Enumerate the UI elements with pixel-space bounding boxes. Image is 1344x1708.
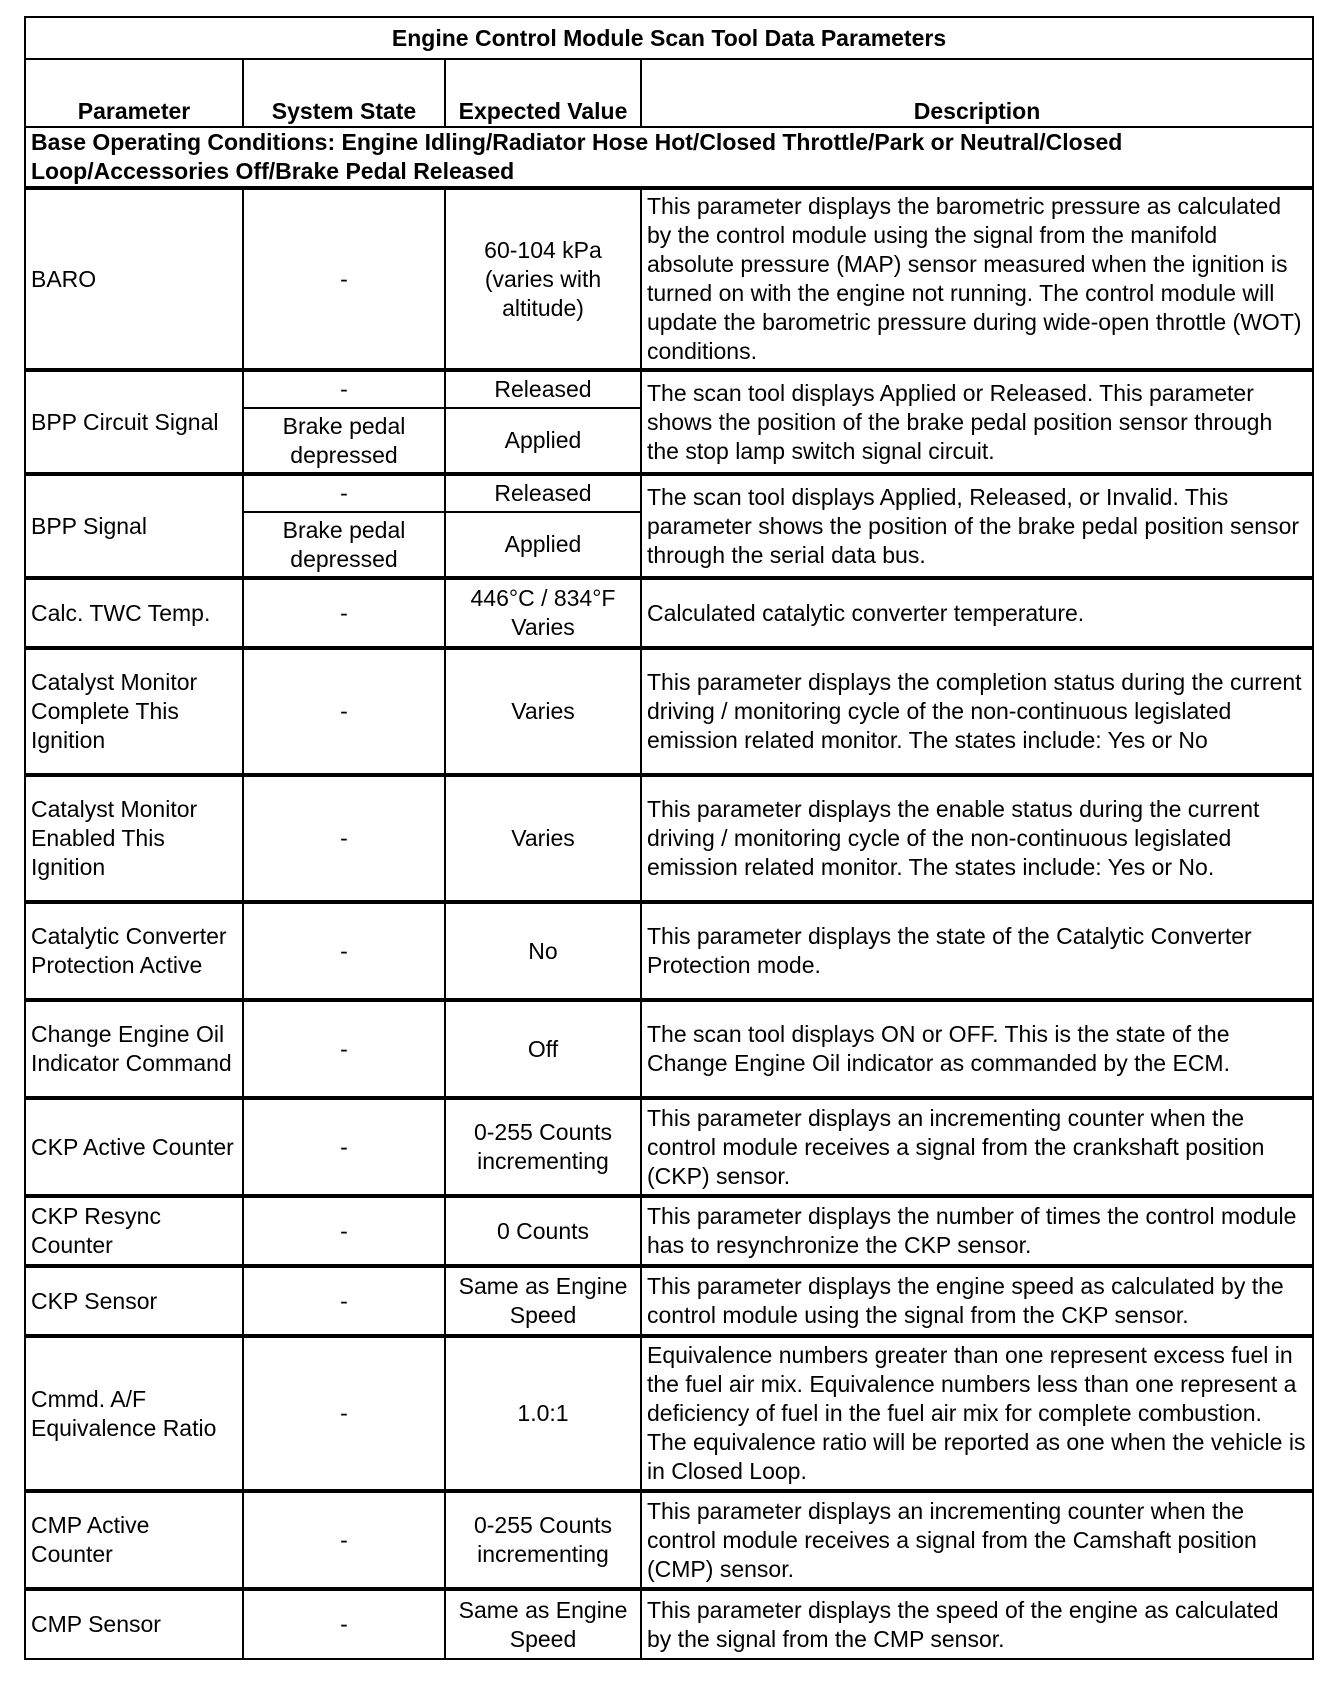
- parameter-cell: CKP Active Counter: [25, 1098, 243, 1196]
- description-cell: This parameter displays the state of the Catalytic Converter Protection mode.: [641, 902, 1313, 1000]
- expected-value-cell: Applied: [445, 408, 641, 474]
- description-cell: The scan tool displays Applied, Released, or Invalid. This parameter shows the position of the brake pedal position sensor through the serial data bus.: [641, 474, 1313, 578]
- description-cell: Equivalence numbers greater than one represent excess fuel in the fuel air mix. Equivalence numbers less than one represent a deficiency of fuel in the fuel air mix for complete combustion. The equivalence ratio will be reported as one when the vehicle is in Closed Loop.: [641, 1336, 1313, 1491]
- system-state-cell: Brake pedal depressed: [243, 408, 445, 474]
- header-description: Description: [641, 59, 1313, 127]
- parameter-cell: CMP Sensor: [25, 1589, 243, 1659]
- parameter-cell: CKP Resync Counter: [25, 1196, 243, 1266]
- parameter-cell: Catalytic Converter Protection Active: [25, 902, 243, 1000]
- expected-value-cell: 0 Counts: [445, 1196, 641, 1266]
- scan-tool-data-table: [24, 16, 1314, 1660]
- system-state-cell: -: [243, 902, 445, 1000]
- header-parameter: Parameter: [25, 59, 243, 127]
- parameter-cell: BARO: [25, 188, 243, 370]
- expected-value-cell: No: [445, 902, 641, 1000]
- system-state-cell: -: [243, 1336, 445, 1491]
- parameter-cell: BPP Circuit Signal: [25, 370, 243, 474]
- expected-value-cell: 0-255 Counts incrementing: [445, 1098, 641, 1196]
- system-state-cell: -: [243, 370, 445, 408]
- table-row: [25, 1491, 1313, 1589]
- expected-value-cell: 0-255 Counts incrementing: [445, 1491, 641, 1589]
- system-state-cell: -: [243, 1196, 445, 1266]
- parameter-cell: Calc. TWC Temp.: [25, 578, 243, 648]
- description-cell: This parameter displays the enable status during the current driving / monitoring cycle of the non-continuous legislated emission related monitor. The states include: Yes or No.: [641, 775, 1313, 902]
- description-cell: This parameter displays the number of times the control module has to resynchronize the CKP sensor.: [641, 1196, 1313, 1266]
- parameter-cell: BPP Signal: [25, 474, 243, 578]
- system-state-cell: -: [243, 1000, 445, 1098]
- header-system-state: System State: [243, 59, 445, 127]
- description-cell: This parameter displays an incrementing counter when the control module receives a signal from the crankshaft position (CKP) sensor.: [641, 1098, 1313, 1196]
- expected-value-cell: Off: [445, 1000, 641, 1098]
- table-row: [25, 1000, 1313, 1098]
- parameter-cell: CKP Sensor: [25, 1266, 243, 1336]
- expected-value-cell: 1.0:1: [445, 1336, 641, 1491]
- description-cell: The scan tool displays ON or OFF. This is the state of the Change Engine Oil indicator as commanded by the ECM.: [641, 1000, 1313, 1098]
- expected-value-cell: Released: [445, 370, 641, 408]
- table-row: [25, 1266, 1313, 1336]
- system-state-cell: -: [243, 775, 445, 902]
- table-row: [25, 370, 1313, 408]
- parameter-cell: Cmmd. A/F Equivalence Ratio: [25, 1336, 243, 1491]
- table-row: [25, 1336, 1313, 1491]
- expected-value-cell: Same as Engine Speed: [445, 1266, 641, 1336]
- system-state-cell: -: [243, 578, 445, 648]
- description-cell: This parameter displays the barometric pressure as calculated by the control module using the signal from the manifold absolute pressure (MAP) sensor measured when the ignition is turned on with the engine not running. The control module will update the barometric pressure during wide-open throttle (WOT) conditions.: [641, 188, 1313, 370]
- expected-value-cell: Same as Engine Speed: [445, 1589, 641, 1659]
- table-row: [25, 1589, 1313, 1659]
- system-state-cell: Brake pedal depressed: [243, 512, 445, 578]
- system-state-cell: -: [243, 188, 445, 370]
- table-row: [25, 775, 1313, 902]
- table-row: [25, 1098, 1313, 1196]
- table-row: [25, 578, 1313, 648]
- parameter-cell: Catalyst Monitor Enabled This Ignition: [25, 775, 243, 902]
- description-cell: This parameter displays the engine speed as calculated by the control module using the signal from the CKP sensor.: [641, 1266, 1313, 1336]
- parameter-cell: Change Engine Oil Indicator Command: [25, 1000, 243, 1098]
- table-row: [25, 648, 1313, 775]
- expected-value-cell: 446°C / 834°F Varies: [445, 578, 641, 648]
- system-state-cell: -: [243, 1266, 445, 1336]
- description-cell: Calculated catalytic converter temperature.: [641, 578, 1313, 648]
- system-state-cell: -: [243, 1491, 445, 1589]
- system-state-cell: -: [243, 1589, 445, 1659]
- parameter-cell: CMP Active Counter: [25, 1491, 243, 1589]
- table-row: [25, 1196, 1313, 1266]
- expected-value-cell: 60-104 kPa (varies with altitude): [445, 188, 641, 370]
- table-title: Engine Control Module Scan Tool Data Parameters: [25, 17, 1313, 59]
- header-expected-value: Expected Value: [445, 59, 641, 127]
- base-operating-conditions: Base Operating Conditions: Engine Idling/Radiator Hose Hot/Closed Throttle/Park or Neutral/Closed Loop/Accessories Off/Brake Pedal Released: [25, 127, 1313, 188]
- system-state-cell: -: [243, 474, 445, 512]
- description-cell: The scan tool displays Applied or Released. This parameter shows the position of the brake pedal position sensor through the stop lamp switch signal circuit.: [641, 370, 1313, 474]
- table-row: [25, 902, 1313, 1000]
- parameter-cell: Catalyst Monitor Complete This Ignition: [25, 648, 243, 775]
- expected-value-cell: Varies: [445, 648, 641, 775]
- table-row: [25, 474, 1313, 512]
- system-state-cell: -: [243, 1098, 445, 1196]
- expected-value-cell: Applied: [445, 512, 641, 578]
- expected-value-cell: Varies: [445, 775, 641, 902]
- description-cell: This parameter displays an incrementing counter when the control module receives a signal from the Camshaft position (CMP) sensor.: [641, 1491, 1313, 1589]
- table-row: [25, 188, 1313, 370]
- description-cell: This parameter displays the speed of the engine as calculated by the signal from the CMP sensor.: [641, 1589, 1313, 1659]
- expected-value-cell: Released: [445, 474, 641, 512]
- system-state-cell: -: [243, 648, 445, 775]
- description-cell: This parameter displays the completion status during the current driving / monitoring cycle of the non-continuous legislated emission related monitor. The states include: Yes or No: [641, 648, 1313, 775]
